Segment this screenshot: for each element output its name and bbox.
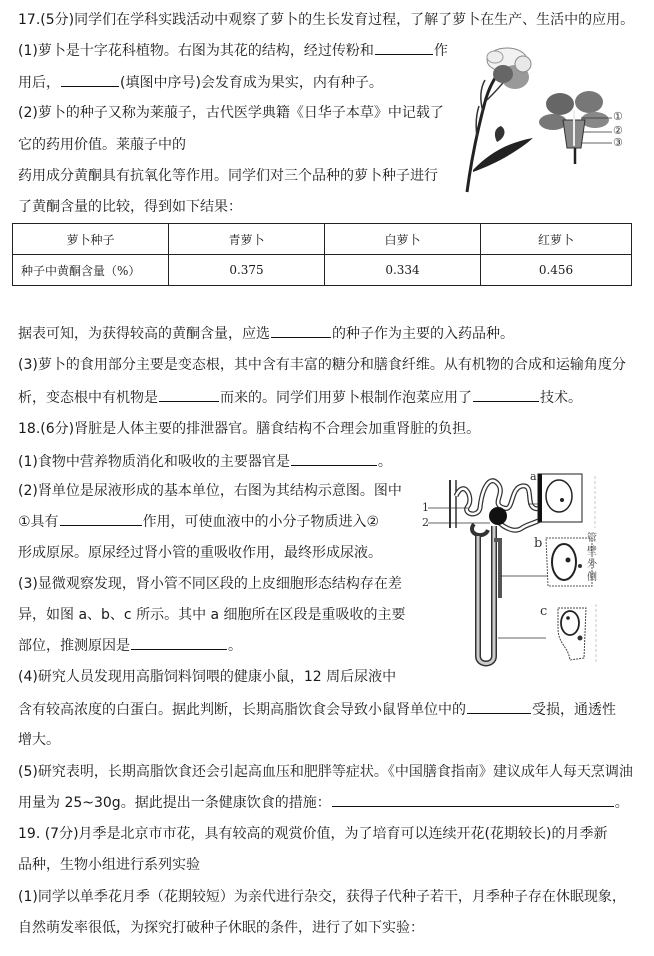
nephron-label-2: 2 [422, 516, 429, 529]
table-header-cell: 白萝卜 [325, 224, 481, 255]
side-label-char: 壁 [587, 546, 597, 557]
q18-part4-line3: 增大。 [18, 732, 60, 748]
q17-part1-text-c: 用后， [18, 75, 60, 91]
q17-part1-line1 [18, 39, 448, 61]
q17-part3-line1: (3)萝卜的食用部分主要是变态根，其中含有丰富的糖分和膳食纤维。从有机物的合成和运输角度分 [18, 357, 626, 373]
q18-header: 18.(6分)肾脏是人体主要的排泄器官。膳食结构不合理会加重肾脏的负担。 [18, 421, 481, 437]
q18-part4-text-c: 受损，通透性 [532, 702, 616, 718]
q17-header: 17.(5分)同学们在学科实践活动中观察了萝卜的生长发育过程，了解了萝卜在生产、生活中的应用。 [18, 12, 635, 28]
q17-part2-line3: 药用成分黄酮具有抗氧化等作用。同学们对三个品种的萝卜种子进行 [18, 168, 438, 184]
q18-part5-text-c: 。 [614, 795, 629, 811]
q17-part1-line2 [18, 71, 383, 93]
flavonoid-results-table [12, 223, 632, 286]
cell-label-c: c [540, 604, 548, 619]
q18-part3-line3 [18, 634, 242, 656]
q18-part3-text-c: 部位，推测原因是 [18, 638, 130, 654]
q18-part4-line2 [18, 698, 616, 720]
q17-part2-line1: (2)萝卜的种子又称为莱菔子，古代医学典籍《日华子本草》中记载了 [18, 105, 444, 121]
table-header-cell: 青萝卜 [169, 224, 325, 255]
nephron-label-1: 1 [422, 501, 429, 514]
side-label-char: 外 [587, 559, 597, 570]
q17-part1-text-a: (1)萝卜是十字花科植物。右图为其花的结构，经过传粉和 [18, 43, 374, 59]
q18-part2-text-c: 作用，可使血液中的小分子物质进入② [142, 514, 380, 530]
cell-label-b: b [534, 536, 543, 551]
cell-label-a: a [530, 470, 537, 483]
flower-label-2: ② [613, 124, 623, 137]
side-label-char: 管 [587, 533, 597, 544]
table-row-label: 种子中黄酮含量（%） [13, 255, 169, 286]
q19-part1-line1: (1)同学以单季花月季（花期较短）为亲代进行杂交，获得子代种子若干，月季种子存在休眠现象， [18, 889, 626, 905]
side-label-char: 侧 [587, 572, 597, 583]
q18-part5-line1: (5)研究表明，长期高脂饮食还会引起高血压和肥胖等症状。《中国膳食指南》建议成年人每天烹调油 [18, 764, 633, 780]
q18-part2-text-b: ①具有 [18, 514, 59, 530]
flower-label-3: ③ [613, 136, 623, 149]
q18-part1-text-b: 。 [377, 454, 392, 470]
q18-part5-line2 [18, 791, 629, 813]
q18-part2-line3: 形成原尿。原尿经过肾小管的重吸收作用，最终形成尿液。 [18, 545, 382, 561]
q18-part2-line1: (2)肾单位是尿液形成的基本单位，右图为其结构示意图。图中 [18, 483, 402, 499]
nephron-illustration [418, 468, 608, 673]
q19-header-line1: 19. (7分)月季是北京市市花，具有较高的观赏价值，为了培育可以连续开花(花期较长)的月季新 [18, 826, 608, 842]
nephron-figure [418, 468, 608, 673]
q18-part5-text-b: 用量为 25~30g。据此提出一条健康饮食的措施： [18, 795, 331, 811]
q17-part1-text-b: 作 [433, 43, 448, 59]
tube-wall-outer-side-label [587, 532, 599, 584]
q17-blank-2[interactable] [61, 71, 119, 87]
q17-part3-text-d: 技术。 [540, 390, 582, 406]
q18-part4-line1: (4)研究人员发现用高脂饲料饲喂的健康小鼠，12 周后尿液中 [18, 669, 397, 685]
q18-part1 [18, 450, 392, 472]
q17-blank-3[interactable] [271, 322, 331, 338]
q18-blank-4[interactable] [467, 698, 531, 714]
q18-part3-text-d: 。 [228, 638, 242, 654]
q18-part1-text-a: (1)食物中营养物质消化和吸收的主要器官是 [18, 454, 290, 470]
table-cell: 0.375 [169, 255, 325, 286]
q18-blank-1[interactable] [291, 450, 377, 466]
q18-part3-line1: (3)显微观察发现，肾小管不同区段的上皮细胞形态结构存在差 [18, 576, 402, 592]
q19-part1-line2: 自然萌发率很低，为探究打破种子休眠的条件，进行了如下实验： [18, 920, 424, 936]
q18-blank-5[interactable] [332, 791, 614, 807]
table-cell: 0.456 [481, 255, 632, 286]
table-header-row [13, 224, 632, 255]
q19-header-line2: 品种，生物小组进行系列实验 [18, 857, 200, 873]
table-row [13, 255, 632, 286]
table-header-cell: 红萝卜 [481, 224, 632, 255]
q17-blank-4[interactable] [159, 386, 219, 402]
q18-blank-3[interactable] [131, 634, 227, 650]
q17-part2-line5 [18, 322, 514, 344]
flower-label-1: ① [613, 110, 623, 123]
q18-blank-2[interactable] [60, 510, 142, 526]
q17-part3-text-b: 析，变态根中有机物是 [18, 390, 158, 406]
q18-part2-line2 [18, 510, 379, 532]
q17-part3-text-c: 而来的。同学们用萝卜根制作泡菜应用了 [220, 390, 472, 406]
q18-part4-text-b: 含有较高浓度的白蛋白。据此判断，长期高脂饮食会导致小鼠肾单位中的 [18, 702, 466, 718]
q17-part2-line2: 它的药用价值。莱菔子中的 [18, 137, 186, 153]
q17-part2-text-f: 的种子作为主要的入药品种。 [332, 326, 514, 342]
q17-blank-1[interactable] [375, 39, 433, 55]
table-cell: 0.334 [325, 255, 481, 286]
radish-flower-figure [455, 42, 650, 202]
q17-blank-5[interactable] [473, 386, 539, 402]
q17-part2-text-e: 据表可知，为获得较高的黄酮含量，应选 [18, 326, 270, 342]
q17-part3-line2 [18, 386, 582, 408]
q18-part3-line2: 异，如图 a、b、c 所示。其中 a 细胞所在区段是重吸收的主要 [18, 607, 406, 623]
table-header-cell: 萝卜种子 [13, 224, 169, 255]
q17-part2-line4: 了黄酮含量的比较，得到如下结果： [18, 199, 242, 215]
q17-part1-text-d: (填图中序号)会发育成为果实，内有种子。 [120, 75, 383, 91]
